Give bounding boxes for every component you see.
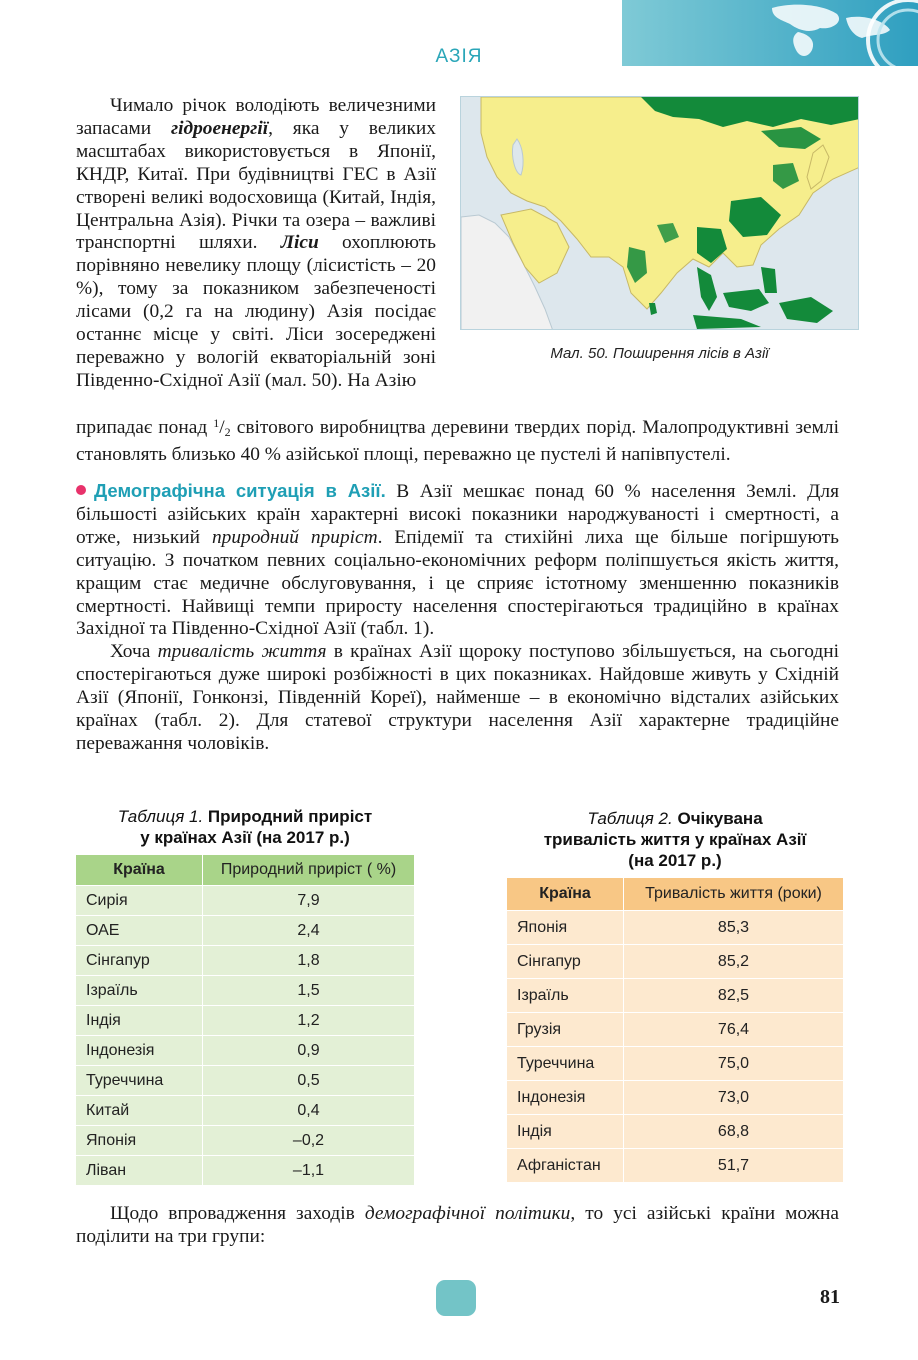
fraction-one-half: $^1/_2$	[213, 416, 231, 439]
bullet-icon	[76, 485, 86, 495]
country-cell: Туреччина	[507, 1047, 624, 1081]
column-header: Країна	[507, 878, 624, 911]
country-cell: Китай	[76, 1096, 203, 1126]
value-cell: –1,1	[203, 1156, 415, 1186]
value-cell: 75,0	[624, 1047, 844, 1081]
table-row	[507, 1013, 843, 1047]
table-row	[507, 1149, 843, 1183]
figure-caption: Мал. 50. Поширення лісів в Азії	[550, 345, 769, 362]
country-cell: Індонезія	[507, 1081, 624, 1115]
value-cell: 82,5	[624, 979, 844, 1013]
text-run: Чимало річок володіють величезними запасами	[76, 95, 436, 139]
value-cell: 85,3	[624, 911, 844, 945]
country-cell: Ізраїль	[507, 979, 624, 1013]
text-run: охоплюють порівняно невелику площу (лісистість – 20 %), тому за показником забезпеченості лісами (0,2 га на людину) Азія посідає останнє місце у світі. Ліси зосереджені переважно у вологій екваторіальній зоні Південно-Східної Азії (мал. 50). На Азію	[76, 232, 436, 391]
table-row	[507, 1081, 843, 1115]
paragraph-forest-tail	[76, 412, 839, 467]
value-cell: 2,4	[203, 916, 415, 946]
country-cell: Сінгапур	[507, 945, 624, 979]
table-row	[507, 979, 843, 1013]
paragraph-forest-continued	[76, 412, 839, 467]
country-cell: Японія	[76, 1126, 203, 1156]
term-demographic-policy: демографічної політики	[364, 1203, 571, 1224]
column-header: Природний приріст ( %)	[203, 855, 415, 886]
table2-caption-subtitle: тривалість життя у країнах Азії	[543, 830, 807, 849]
text-run-continued: припадає понад	[76, 417, 214, 438]
column-header: Країна	[76, 855, 203, 886]
table-row	[507, 1047, 843, 1081]
value-cell: 73,0	[624, 1081, 844, 1115]
section-title: АЗІЯ	[435, 46, 483, 67]
value-cell: 76,4	[624, 1013, 844, 1047]
value-cell: 1,2	[203, 1006, 415, 1036]
table-header-row	[507, 878, 843, 911]
term-forests: Ліси	[280, 232, 319, 254]
fraction-numerator: 1	[213, 416, 220, 430]
value-cell: 0,9	[203, 1036, 415, 1066]
table-row	[76, 976, 414, 1006]
value-cell: 7,9	[203, 886, 415, 916]
table-row	[76, 1156, 414, 1186]
table2-caption-title: Очікувана	[677, 809, 763, 828]
country-cell: Індія	[507, 1115, 624, 1149]
table-row	[76, 1036, 414, 1066]
country-cell: Індонезія	[76, 1036, 203, 1066]
table-row	[76, 1066, 414, 1096]
country-cell: ОАЕ	[76, 916, 203, 946]
table1-caption-subtitle: у країнах Азії (на 2017 р.)	[140, 828, 350, 847]
table-row	[507, 945, 843, 979]
country-cell: Ліван	[76, 1156, 203, 1186]
text-run: , то усі азійські країни можна поділити на три групи:	[76, 1203, 839, 1247]
country-cell: Індія	[76, 1006, 203, 1036]
table-row	[76, 916, 414, 946]
page-number: 81	[820, 1286, 840, 1308]
table1-caption	[76, 806, 414, 848]
value-cell: 0,4	[203, 1096, 415, 1126]
value-cell: –0,2	[203, 1126, 415, 1156]
table-row	[507, 1115, 843, 1149]
text-run: . Епідемії та стихійні лиха ще більше погіршують ситуацію. З початком певних соціально-економічних реформ поліпшується якість життя, кращим стає медичне обслуговування, і це сприяє істотному зменшенню показників смертності. Найвищі темпи приросту населення спостерігаються традиційно в країнах Західної та Південно-Східної Азії (табл. 1).	[76, 526, 839, 640]
country-cell: Сінгапур	[76, 946, 203, 976]
table-row	[76, 1126, 414, 1156]
country-cell: Японія	[507, 911, 624, 945]
fraction-denominator: 2	[224, 425, 231, 439]
country-cell: Грузія	[507, 1013, 624, 1047]
text-run: В Азії мешкає понад 60 % населення Землі. Для більшості азійських країн характерні високі показники народжуваності і смертності, а отже, низький	[76, 481, 839, 548]
country-cell: Афганістан	[507, 1149, 624, 1183]
table1-caption-label: Таблиця 1.	[117, 807, 204, 826]
value-cell: 1,5	[203, 976, 415, 1006]
text-run: світового виробництва деревини твердих порід. Малопродуктивні землі становлять близько 40 % азійської площі, переважно це пустелі й напівпустелі.	[76, 417, 839, 465]
table2-caption-label: Таблиця 2.	[587, 809, 673, 828]
column-header: Тривалість життя (роки)	[624, 878, 844, 911]
value-cell: 51,7	[624, 1149, 844, 1183]
section-heading-demography: Демографічна ситуація в Азії.	[94, 480, 386, 501]
text-run: Щодо впровадження заходів	[110, 1203, 365, 1224]
table-row	[76, 886, 414, 916]
paragraph-policy	[76, 1203, 839, 1249]
country-cell: Сирія	[76, 886, 203, 916]
value-cell: 1,8	[203, 946, 415, 976]
table-life-expectancy	[507, 878, 843, 1182]
term-life-expectancy: тривалість життя	[157, 641, 327, 663]
table1-caption-title: Природний приріст	[207, 807, 373, 826]
text-run: Хоча	[110, 641, 158, 663]
table2-caption-year: (на 2017 р.)	[628, 851, 722, 870]
text-run: в країнах Азії щороку поступово збільшується, на сьогодні спостерігаються дуже широкі розбіжності в цих показниках. Найдовше живуть у Східній Азії (Японії, Гонконзі, Південній Кореї), найменше – в економічно відсталих азійських країнах (табл. 2). Для статевої структури населення Азії характерне традиційне переважання чоловіків.	[76, 641, 839, 754]
table-natural-increase	[76, 855, 414, 1185]
text-run: , яка у великих масштабах використовується в Японії, КНДР, Китаї. При будівництві ГЕС в Азії створені великі водосховища (Китай, Індія, Центральна Азія). Річки та озера – важливі транспортні шляхи.	[76, 117, 436, 254]
table-header-row	[76, 855, 414, 886]
page-badge	[436, 1280, 476, 1316]
table2-caption	[507, 808, 843, 871]
term-hydroenergy: гідроенергії	[170, 117, 269, 139]
table-row	[507, 911, 843, 945]
country-cell: Ізраїль	[76, 976, 203, 1006]
table-row	[76, 1006, 414, 1036]
value-cell: 0,5	[203, 1066, 415, 1096]
table-row	[76, 946, 414, 976]
asia-forest-map	[460, 96, 859, 330]
value-cell: 68,8	[624, 1115, 844, 1149]
table-row	[76, 1096, 414, 1126]
paragraph-demography	[76, 480, 839, 756]
value-cell: 85,2	[624, 945, 844, 979]
paragraph-intro	[76, 95, 436, 393]
country-cell: Туреччина	[76, 1066, 203, 1096]
term-natural-increase: природний приріст	[211, 526, 378, 548]
